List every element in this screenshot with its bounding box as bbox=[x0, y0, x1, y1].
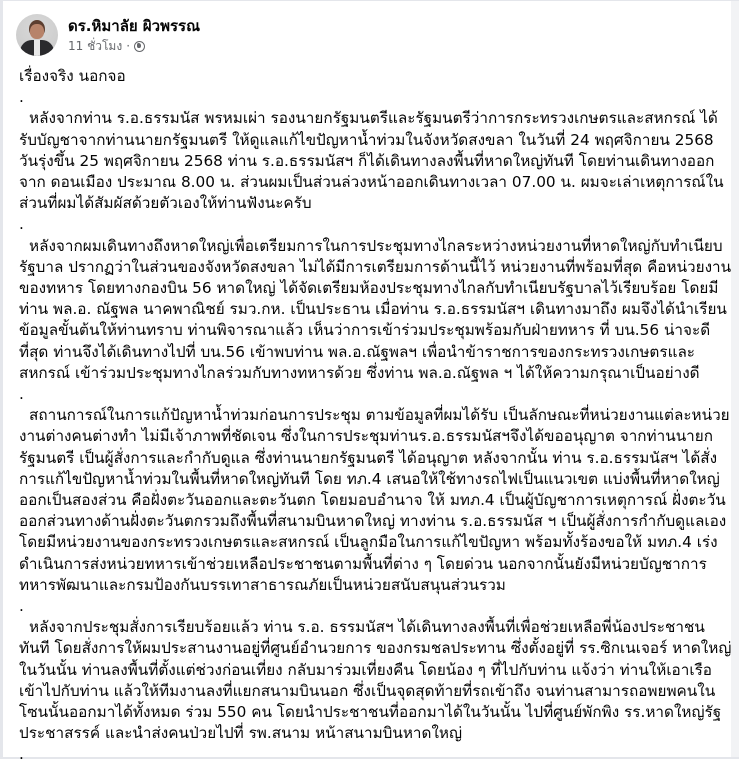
paragraph-separator: . bbox=[19, 745, 24, 764]
paragraph-separator: . bbox=[19, 215, 24, 234]
author-name[interactable]: ดร.หิมาลัย ผิวพรรณ bbox=[68, 17, 201, 35]
separator-dot: · bbox=[126, 39, 131, 53]
paragraph-1: หลังจากท่าน ร.อ.ธรรมนัส พรหมเผ่า รองนายกรัฐมนตรีและรัฐมนตรีว่าการกระทรวงเกษตรและสหกรณ์ ได้รับบัญชาจากท่านนายกรัฐมนตรี ให้ดูแลแก้ไขปัญหาน้ำท่วมในจังหวัดสงขลา ในวันที่ 24 พฤศจิกายน 2568 วันรุ่งขึ้น 25 พฤศจิกายน 2568 ท่าน ร.อ.ธรรมนัสฯ ก็ได้เดินทางลงพื้นที่หาดใหญ่ทันที โดยท่านเดินทางออกจาก ดอนเมือง ประมาณ 8.00 น. ส่วนผมเป็นส่วนล่วงหน้าออกเดินทางเวลา 07.00 น. ผมจะเล่าเหตุการณ์ในส่วนที่ผมได้สัมผัสด้วยตัวเองให้ท่านฟังนะครับ bbox=[19, 109, 724, 213]
avatar-shirt bbox=[34, 40, 40, 56]
paragraph-3: สถานการณ์ในการแก้ปัญหาน้ำท่วมก่อนการประชุม ตามข้อมูลที่ผมได้รับ เป็นลักษณะที่หน่วยงานแต่ละหน่วยงานต่างคนต่างทำ ไม่มีเจ้าภาพที่ชัดเจน ซึ่งในการประชุมท่านร.อ.ธรรมนัสฯจึงได้ขออนุญาต จากท่านนายกรัฐมนตรี เป็นผู้สั่งการและกำกับดูแล ซึ่งท่านนายกรัฐมนตรี ได้อนุญาต หลังจากนั้น ท่าน ร.อ.ธรรมนัสฯ ได้สั่งการแก้ไขปัญหาน้ำท่วมในพื้นที่หาดใหญ่ทันที โดย ทภ.4 เสนอให้ใช้ทางรถไฟเป็นแนวเขต แบ่งพื้นที่หาดใหญ่ออกเป็นสองส่วน คือฝั่งตะวันออกและตะวันตก โดยมอบอำนาจ ให้ มทภ.4 เป็นผู้บัญชาการเหตุการณ์ ฝั่งตะวันออกส่วนทางด้านฝั่งตะวันตกรวมถึงพื้นที่สนามบินหาดใหญ่ ทางท่าน ร.อ.ธรรมนัส ฯ เป็นผู้สั่งการกำกับดูแลเอง โดยมีหน่วยงานของกระทรวงเกษตรและสหกรณ์ เป็นลูกมือในการแก้ไขปัญหา พร้อมทั้งร้องขอให้ มทภ.4 เร่งดำเนินการส่งหน่วยทหารเข้าช่วยเหลือประชาชนตามพื้นที่ต่าง ๆ โดยด่วน นอกจากนั้นยังมีหน่วยบัญชาการทหารพัฒนาและกรมป้องกันบรรเทาสาธารณภัยเป็นหน่วยสนับสนุนส่วนรวม bbox=[19, 406, 730, 594]
post-title: เรื่องจริง นอกจอ bbox=[19, 67, 126, 85]
avatar[interactable] bbox=[16, 14, 58, 56]
post-body bbox=[19, 66, 734, 766]
paragraph-separator: . bbox=[19, 385, 24, 404]
globe-icon[interactable] bbox=[134, 41, 145, 52]
timestamp-row bbox=[68, 38, 200, 54]
paragraph-separator: . bbox=[19, 597, 24, 616]
post-meta bbox=[68, 16, 200, 54]
paragraph-4: หลังจากประชุมสั่งการเรียบร้อยแล้ว ท่าน ร.อ. ธรรมนัสฯ ได้เดินทางลงพื้นที่เพื่อช่วยเหลือพี่น้องประชาชนทันที โดยสั่งการให้ผมประสานงานอยู่ที่ศูนย์อำนวยการ ของกรมชลประทาน ซึ่งตั้งอยู่ที่ รร.ซิกเนเจอร์ หาดใหญ่ ในวันนั้น ท่านลงพื้นที่ตั้งแต่ช่วงก่อนเที่ยง กลับมาร่วมเที่ยงคืน โดยน้อง ๆ ที่ไปกับท่าน แจ้งว่า ท่านให้เอาเรือเข้าไปกับท่าน แล้วให้ทีมงานลงที่แยกสนามบินนอก ซึ่งเป็นจุดสุดท้ายที่รถเข้าถึง จนท่านสามารถอพยพคนในโซนนั้นออกมาได้ทั้งหมด ร่วม 550 คน โดยนำประชาชนที่ออกมาได้ในวันนั้น ไปที่ศูนย์พักพิง รร.หาดใหญ่รัฐประชาสรรค์ และนำส่งคนป่วยไปที่ รพ.สนาม หน้าสนามบินหาดใหญ่ bbox=[19, 618, 732, 743]
timestamp[interactable]: 11 ชั่วโมง bbox=[68, 39, 123, 53]
paragraph-separator: . bbox=[19, 88, 24, 107]
avatar-face bbox=[30, 24, 44, 39]
post-header bbox=[16, 13, 200, 57]
paragraph-2: หลังจากผมเดินทางถึงหาดใหญ่เพื่อเตรียมการในการประชุมทางไกลระหว่างหน่วยงานที่หาดใหญ่กับทำเนียบรัฐบาล ปรากฏว่าในส่วนของจังหวัดสงขลา ไม่ได้มีการเตรียมการด้านนี้ไว้ หน่วยงานที่พร้อมที่สุด คือหน่วยงานของทหาร โดยทางกองบิน 56 หาดใหญ่ ได้จัดเตรียมห้องประชุมทางไกลกับทำเนียบรัฐบาลไว้เรียบร้อย โดยมีท่าน พล.อ. ณัฐพล นาคพาณิชย์ รมว.กห. เป็นประธาน เมื่อท่าน ร.อ.ธรรมนัสฯ เดินทางมาถึง ผมจึงได้นำเรียนข้อมูลขั้นต้นให้ท่านทราบ ท่านพิจารณาแล้ว เห็นว่าการเข้าร่วมประชุมพร้อมกับฝ่ายทหาร ที่ บน.56 น่าจะดีที่สุด ท่านจึงได้เดินทางไปที่ บน.56 เข้าพบท่าน พล.อ.ณัฐพลฯ เพื่อนำข้าราชการของกระทรวงเกษตรและสหกรณ์ เข้าร่วมประชุมทางไกลร่วมกับทางทหารด้วย ซึ่งท่าน พล.อ.ณัฐพล ฯ ได้ให้ความกรุณาเป็นอย่างดี bbox=[19, 236, 732, 382]
